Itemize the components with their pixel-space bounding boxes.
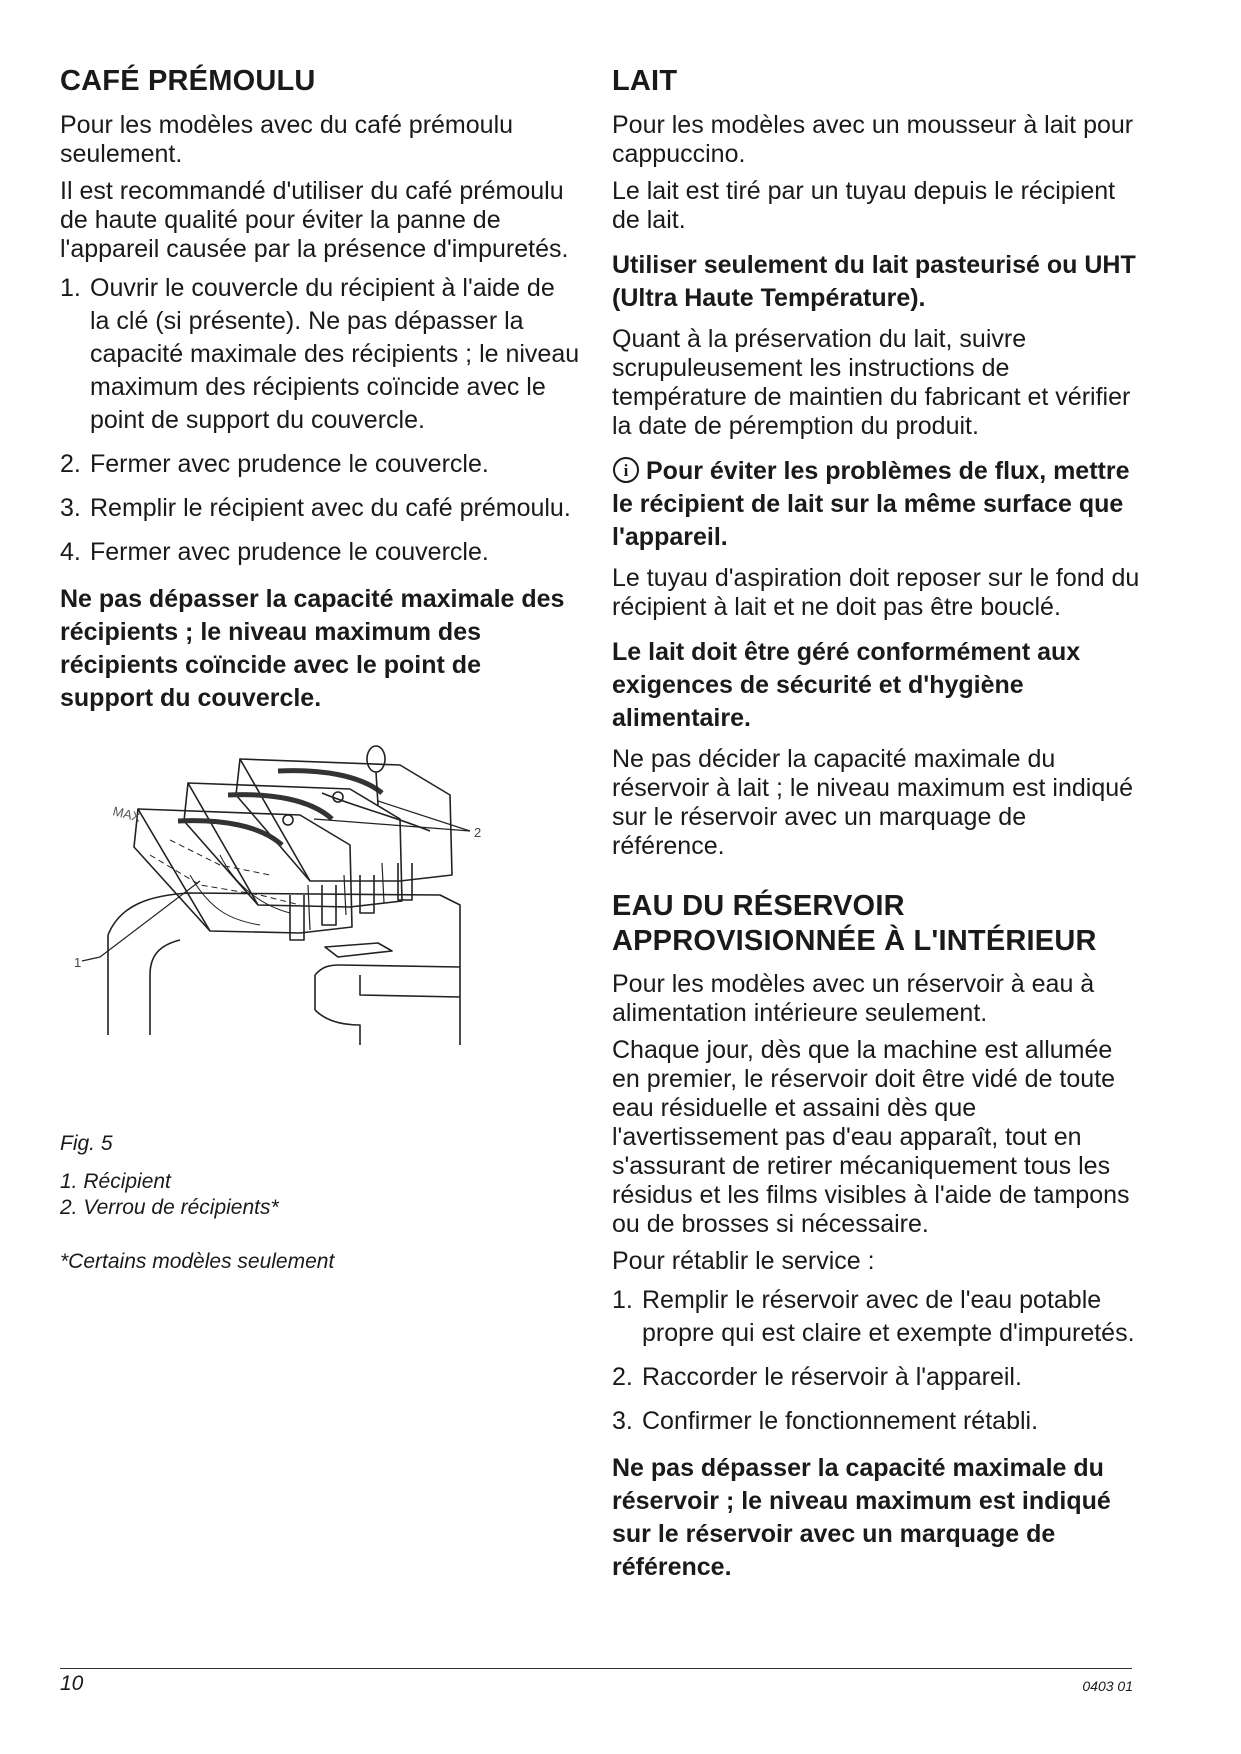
legend-item: 1. Récipient [60, 1169, 171, 1193]
bold-notice: Utiliser seulement du lait pasteurisé ou UHT (Ultra Haute Température). [612, 250, 1136, 312]
heading-line: EAU DU RÉSERVOIR [612, 889, 905, 922]
step-number: 3. [612, 1407, 633, 1436]
steps-list-cafe [60, 272, 580, 569]
step-number: 1. [612, 1286, 633, 1315]
info-icon [612, 455, 640, 488]
svg-text:i: i [623, 460, 629, 480]
step-number: 2. [612, 1363, 633, 1392]
left-column [60, 64, 580, 1275]
figure-title: Fig. 5 [60, 1131, 113, 1155]
page-number: 10 [60, 1672, 84, 1695]
callout-1-label: 1 [74, 954, 82, 970]
max-level-label: MAX [111, 803, 143, 825]
right-column [612, 64, 1142, 1594]
paragraph: Pour rétablir le service : [612, 1247, 875, 1276]
paragraph: Le lait est tiré par un tuyau depuis le récipient de lait. [612, 176, 1116, 234]
heading-line: APPROVISIONNÉE À L'INTÉRIEUR [612, 924, 1097, 957]
list-item [612, 1361, 1142, 1394]
legend-item: 2. Verrou de récipients* [60, 1195, 279, 1219]
list-item [60, 492, 580, 525]
bold-notice: Le lait doit être géré conformément aux exigences de sécurité et d'hygiène alimentaire. [612, 637, 1081, 732]
figure-note: *Certains modèles seulement [60, 1249, 335, 1273]
paragraph: Chaque jour, dès que la machine est allumée en premier, le réservoir doit être vidé de toute eau résiduelle et assaini dès que l'avertissement pas d'eau apparaît, tout en s'assurant de retirer mécaniquement tous les résidus et les films visibles à l'aide de tampons ou de brosses si nécessaire. [612, 1036, 1130, 1239]
document-code: 0403 01 [1082, 1678, 1133, 1694]
warning-text: Ne pas dépasser la capacité maximale des récipients ; le niveau maximum des récipients coïncide avec le point de support du couvercle. [60, 584, 565, 712]
callout-2-label: 2 [474, 824, 482, 840]
list-item [60, 272, 580, 437]
figure-legend [60, 1169, 580, 1221]
paragraph: Il est recommandé d'utiliser du café prémoulu de haute qualité pour éviter la panne de l'appareil causée par la présence d'impuretés. [60, 176, 569, 263]
step-number: 1. [60, 273, 81, 302]
section-title-eau-reservoir [612, 889, 1142, 959]
paragraph: Le tuyau d'aspiration doit reposer sur le fond du récipient à lait et ne doit pas être bouclé. [612, 563, 1140, 621]
paragraph: Pour les modèles avec un mousseur à lait pour cappuccino. [612, 110, 1134, 168]
paragraph: Pour les modèles avec un réservoir à eau à alimentation intérieure seulement. [612, 970, 1095, 1028]
step-text: Fermer avec prudence le couvercle. [90, 449, 489, 478]
paragraph: Quant à la préservation du lait, suivre scrupuleusement les instructions de température de maintien du fabricant et vérifier la date de péremption du produit. [612, 324, 1131, 440]
callout-1-line [100, 881, 200, 957]
list-item [612, 1405, 1142, 1438]
step-number: 4. [60, 537, 81, 566]
step-text: Remplir le réservoir avec de l'eau potable propre qui est claire et exempte d'impuretés. [642, 1286, 1135, 1348]
section-title-cafe-premoulu: CAFÉ PRÉMOULU [60, 65, 316, 97]
step-text: Fermer avec prudence le couvercle. [90, 537, 489, 566]
step-text: Ouvrir le couvercle du récipient à l'aide de la clé (si présente). Ne pas dépasser la capacité maximale des récipients ; le niveau maximum des récipients coïncide avec le point de support du couvercle. [90, 273, 580, 434]
callout-2-line [378, 801, 470, 831]
info-notice [612, 455, 1142, 554]
list-item [60, 536, 580, 569]
figure-5-illustration [60, 735, 580, 1115]
warning-text: Ne pas dépasser la capacité maximale du réservoir ; le niveau maximum est indiqué sur le réservoir avec un marquage de référence. [612, 1454, 1111, 1582]
paragraph: Pour les modèles avec du café prémoulu seulement. [60, 110, 514, 168]
info-text: Pour éviter les problèmes de flux, mettre le récipient de lait sur la même surface que l'appareil. [612, 456, 1130, 551]
step-text: Remplir le récipient avec du café prémoulu. [90, 493, 571, 522]
section-title-lait: LAIT [612, 65, 678, 97]
footer-divider [60, 1668, 1132, 1669]
step-number: 3. [60, 493, 81, 522]
step-number: 2. [60, 449, 81, 478]
paragraph: Ne pas décider la capacité maximale du réservoir à lait ; le niveau maximum est indiqué sur le réservoir avec un marquage de référence. [612, 744, 1134, 860]
list-item [60, 448, 580, 481]
steps-list-eau [612, 1284, 1142, 1438]
canister-drawing [60, 735, 580, 1115]
step-text: Raccorder le réservoir à l'appareil. [642, 1363, 1022, 1392]
list-item [612, 1284, 1142, 1350]
step-text: Confirmer le fonctionnement rétabli. [642, 1407, 1039, 1436]
